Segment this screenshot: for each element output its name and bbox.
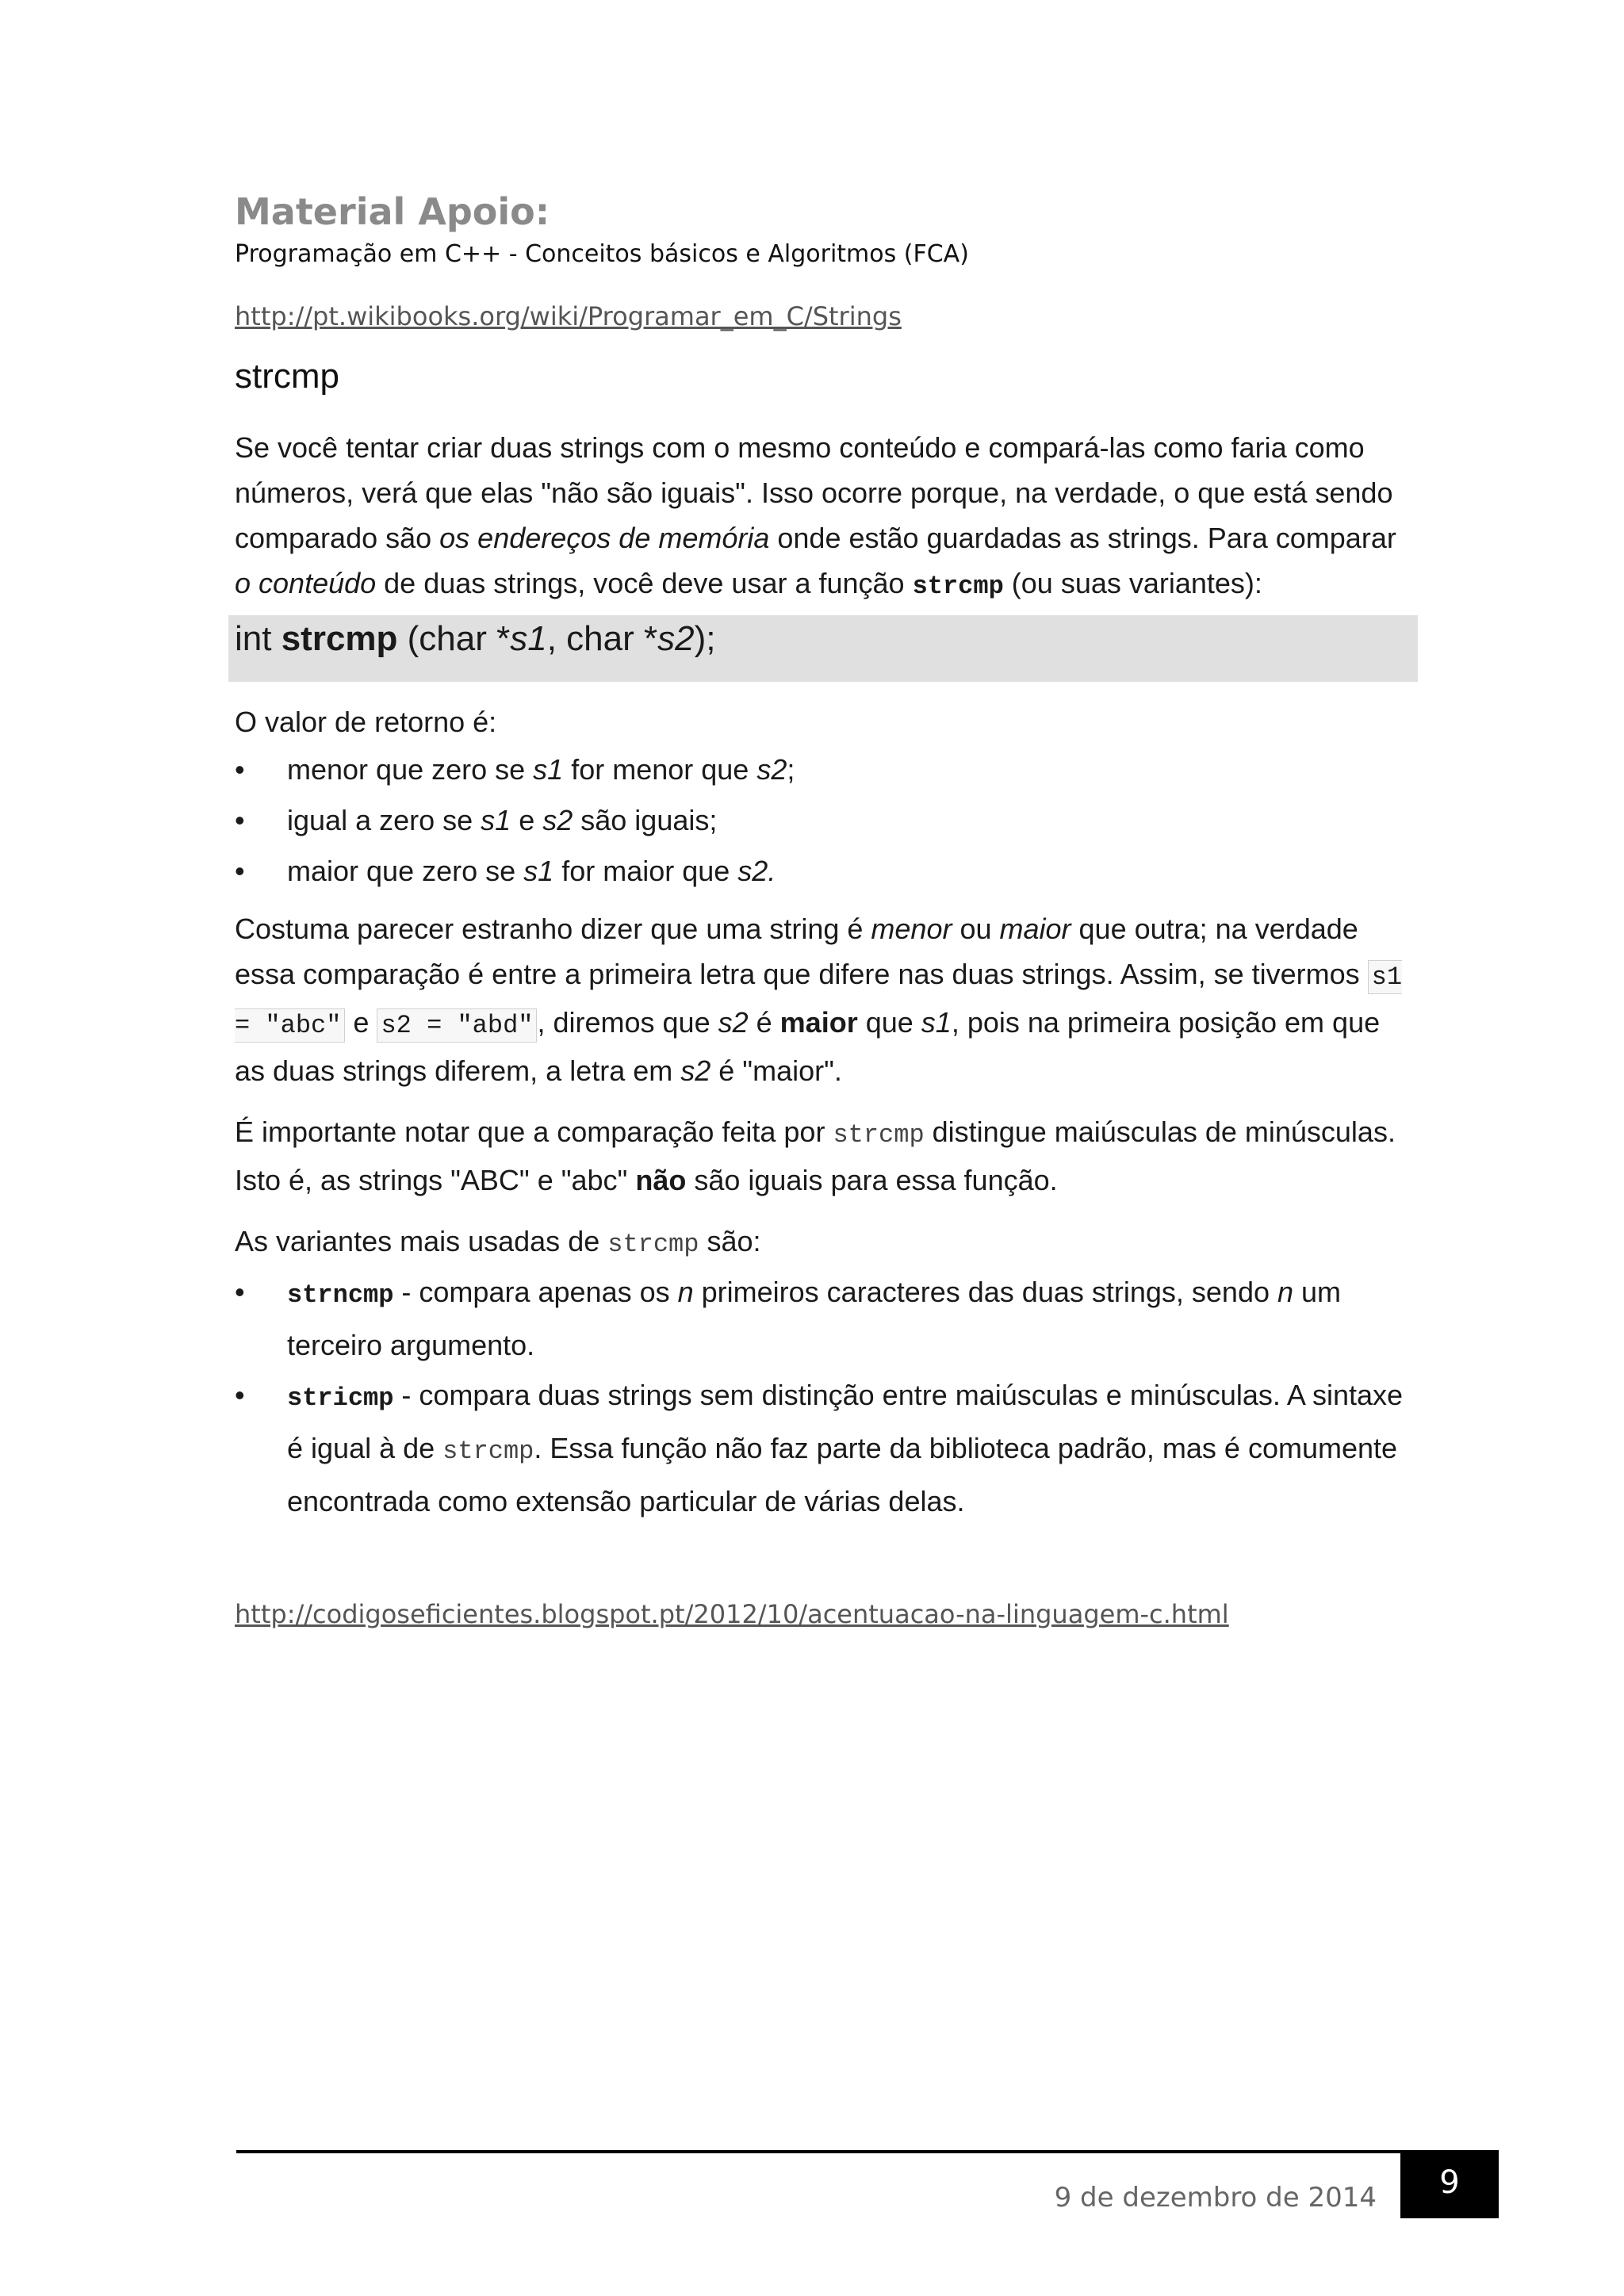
variants-intro: As variantes mais usadas de strcmp são: [235,1225,761,1260]
wikibooks-link[interactable]: http://pt.wikibooks.org/wiki/Programar_em_C/Strings [235,301,902,332]
variants-list [235,1267,1411,1526]
function-signature: int strcmp (char *s1, char *s2); [228,615,1418,682]
list-item: • stricmp - compara duas strings sem distinção entre maiúsculas e minúsculas. A sintaxe é igual à de strcmp. Essa função não faz parte da biblioteca padrão, mas é comumente encontrada como extensão particular de várias delas. [235,1370,1411,1526]
list-item: • igual a zero se s1 e s2 são iguais; [235,795,1411,846]
inline-code: strcmp [833,1120,925,1150]
comparison-paragraph: Costuma parecer estranho dizer que uma string é menor ou maior que outra; na verdade essa comparação é entre a primeira letra que difere nas duas strings. Assim, se tivermos s1 = "abc" e s2 = "abd" , diremos que s2 é maior que s1, pois na primeira posição em que as duas strings diferem, a letra em s2 é "maior". [235,913,1403,1088]
inline-code: strcmp [912,572,1004,602]
list-item: • maior que zero se s1 for maior que s2. [235,846,1411,897]
list-item: • strncmp - compara apenas os n primeiros caracteres das duas strings, sendo n um terceiro argumento. [235,1267,1411,1370]
blog-link[interactable]: http://codigoseficientes.blogspot.pt/2012/10/acentuacao-na-linguagem-c.html [235,1599,1229,1630]
return-values-list [235,744,1411,897]
intro-paragraph: Se você tentar criar duas strings com o mesmo conteúdo e compará-las como faria como números, verá que elas "não são iguais". Isso ocorre porque, na verdade, o que está sendo comparado são os endereços de memória onde estão guardadas as strings. Para comparar o conteúdo de duas strings, você deve usar a função strcmp (ou suas variantes): [235,431,1396,602]
return-label: O valor de retorno é: [235,706,497,739]
inline-code: s1 = "abc" [235,960,1402,1043]
case-sensitivity-paragraph: É importante notar que a comparação feita por strcmp distingue maiúsculas de minúsculas. Isto é, as strings "ABC" e "abc" não são iguais para essa função. [235,1115,1396,1197]
page-title: Material Apoio: [235,190,550,233]
page-subtitle: Programação em C++ - Conceitos básicos e Algoritmos (FCA) [235,240,969,269]
footer-divider [236,2150,1400,2153]
footer-date: 9 de dezembro de 2014 [1054,2182,1377,2214]
inline-code: strcmp [607,1230,699,1260]
page-number: 9 [1400,2150,1499,2218]
section-heading: strcmp [235,357,339,396]
page-content [235,190,1411,1629]
list-item: • menor que zero se s1 for menor que s2; [235,744,1411,795]
inline-code: s2 = "abd" [377,1008,537,1043]
